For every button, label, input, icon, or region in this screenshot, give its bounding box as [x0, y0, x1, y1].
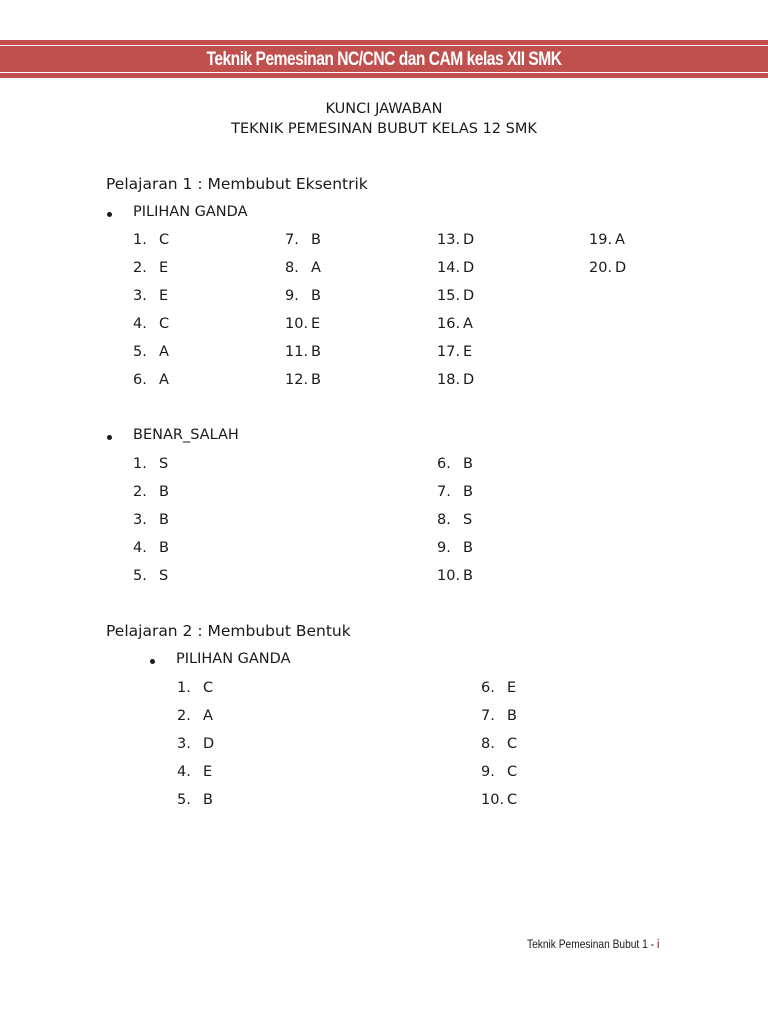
answer-letter: B: [159, 512, 169, 528]
answer-number: 5.: [177, 792, 191, 808]
answer-item: [437, 316, 473, 332]
answer-number: 6.: [437, 456, 451, 472]
answer-number: 11.: [285, 344, 309, 360]
answer-letter: D: [463, 288, 475, 304]
answer-letter: C: [159, 232, 170, 248]
answer-item: [437, 260, 474, 276]
answer-item: [133, 316, 169, 332]
answer-item: [133, 344, 169, 360]
answer-letter: B: [159, 484, 169, 500]
answer-number: 13.: [437, 232, 461, 248]
lesson1-tf-label: BENAR_SALAH: [133, 427, 239, 443]
answer-item: [437, 232, 474, 248]
answer-number: 5.: [133, 344, 147, 360]
answer-number: 10.: [285, 316, 309, 332]
footer-text: Teknik Pemesinan Bubut 1 -: [527, 937, 655, 951]
answer-item: [133, 512, 169, 528]
answer-number: 4.: [177, 764, 191, 780]
answer-item: [133, 568, 168, 584]
answer-letter: E: [463, 344, 473, 360]
answer-item: [177, 680, 213, 696]
answer-letter: S: [159, 456, 169, 472]
answer-number: 17.: [437, 344, 461, 360]
answer-item: [481, 736, 517, 752]
answer-letter: C: [507, 792, 518, 808]
answer-item: [177, 764, 212, 780]
answer-number: 9.: [437, 540, 451, 556]
answer-number: 10.: [481, 792, 505, 808]
answer-item: [133, 372, 169, 388]
answer-item: [589, 232, 625, 248]
answer-item: [285, 288, 321, 304]
answer-number: 3.: [133, 288, 147, 304]
answer-item: [437, 288, 474, 304]
answer-letter: D: [463, 260, 475, 276]
answer-item: [481, 708, 517, 724]
answer-item: [177, 736, 214, 752]
doc-title-line2: TEKNIK PEMESINAN BUBUT KELAS 12 SMK: [231, 121, 537, 137]
answer-number: 3.: [133, 512, 147, 528]
answer-number: 8.: [285, 260, 299, 276]
lesson1-heading: Pelajaran 1 : Membubut Eksentrik: [106, 175, 368, 193]
answer-letter: B: [159, 540, 169, 556]
answer-number: 7.: [285, 232, 299, 248]
answer-number: 16.: [437, 316, 461, 332]
answer-item: [133, 232, 169, 248]
bullet-icon: [107, 435, 112, 440]
answer-item: [589, 260, 626, 276]
answer-letter: B: [507, 708, 517, 724]
answer-letter: B: [311, 372, 321, 388]
answer-number: 20.: [589, 260, 613, 276]
answer-number: 2.: [133, 484, 147, 500]
header-rule-top: [0, 45, 768, 46]
answer-letter: E: [203, 764, 213, 780]
answer-letter: A: [159, 344, 169, 360]
answer-number: 10.: [437, 568, 461, 584]
answer-number: 9.: [285, 288, 299, 304]
answer-letter: S: [463, 512, 473, 528]
answer-letter: B: [463, 540, 473, 556]
answer-number: 14.: [437, 260, 461, 276]
answer-number: 1.: [133, 456, 147, 472]
doc-title-line1: KUNCI JAWABAN: [325, 101, 443, 117]
answer-letter: C: [507, 764, 518, 780]
lesson2-mc-label: PILIHAN GANDA: [176, 651, 291, 667]
answer-item: [133, 540, 169, 556]
answer-letter: E: [159, 288, 169, 304]
answer-item: [481, 792, 517, 808]
answer-item: [437, 540, 473, 556]
bullet-icon: [150, 659, 155, 664]
answer-item: [437, 372, 474, 388]
answer-number: 2.: [177, 708, 191, 724]
answer-letter: A: [311, 260, 321, 276]
answer-letter: B: [463, 456, 473, 472]
header-band: [0, 40, 768, 78]
lesson1-mc-label: PILIHAN GANDA: [133, 204, 248, 220]
answer-letter: C: [159, 316, 170, 332]
answer-item: [481, 680, 516, 696]
bullet-icon: [107, 212, 112, 217]
answer-letter: S: [159, 568, 169, 584]
answer-letter: D: [463, 372, 475, 388]
answer-item: [133, 260, 168, 276]
answer-item: [177, 708, 213, 724]
answer-letter: B: [311, 232, 321, 248]
answer-letter: C: [203, 680, 214, 696]
answer-number: 5.: [133, 568, 147, 584]
answer-item: [133, 288, 168, 304]
answer-number: 7.: [481, 708, 495, 724]
answer-letter: E: [311, 316, 321, 332]
answer-item: [285, 316, 320, 332]
answer-item: [437, 344, 472, 360]
answer-letter: C: [507, 736, 518, 752]
answer-letter: A: [615, 232, 625, 248]
lesson2-heading: Pelajaran 2 : Membubut Bentuk: [106, 622, 351, 640]
answer-item: [177, 792, 213, 808]
answer-item: [133, 484, 169, 500]
header-title: Teknik Pemesinan NC/CNC dan CAM kelas XII SMK: [206, 49, 562, 70]
answer-number: 6.: [481, 680, 495, 696]
answer-number: 15.: [437, 288, 461, 304]
answer-number: 9.: [481, 764, 495, 780]
answer-number: 1.: [177, 680, 191, 696]
answer-letter: B: [463, 568, 473, 584]
answer-number: 7.: [437, 484, 451, 500]
answer-number: 6.: [133, 372, 147, 388]
answer-item: [285, 260, 321, 276]
answer-item: [437, 568, 473, 584]
answer-item: [437, 512, 472, 528]
header-rule-bottom: [0, 72, 768, 73]
answer-number: 4.: [133, 540, 147, 556]
answer-number: 2.: [133, 260, 147, 276]
answer-letter: B: [463, 484, 473, 500]
answer-item: [285, 372, 321, 388]
page-number: i: [656, 937, 660, 951]
answer-letter: D: [615, 260, 627, 276]
answer-number: 8.: [481, 736, 495, 752]
answer-number: 12.: [285, 372, 309, 388]
answer-item: [437, 484, 473, 500]
answer-letter: D: [463, 232, 475, 248]
answer-letter: A: [463, 316, 473, 332]
page-footer: [527, 937, 660, 951]
answer-item: [285, 232, 321, 248]
answer-letter: E: [507, 680, 517, 696]
answer-number: 4.: [133, 316, 147, 332]
answer-number: 18.: [437, 372, 461, 388]
answer-letter: A: [159, 372, 169, 388]
answer-item: [481, 764, 517, 780]
answer-letter: A: [203, 708, 213, 724]
answer-letter: B: [203, 792, 213, 808]
answer-letter: E: [159, 260, 169, 276]
answer-letter: D: [203, 736, 215, 752]
answer-number: 3.: [177, 736, 191, 752]
answer-item: [133, 456, 168, 472]
answer-number: 1.: [133, 232, 147, 248]
answer-number: 19.: [589, 232, 613, 248]
answer-item: [285, 344, 321, 360]
answer-number: 8.: [437, 512, 451, 528]
answer-letter: B: [311, 288, 321, 304]
answer-item: [437, 456, 473, 472]
answer-letter: B: [311, 344, 321, 360]
